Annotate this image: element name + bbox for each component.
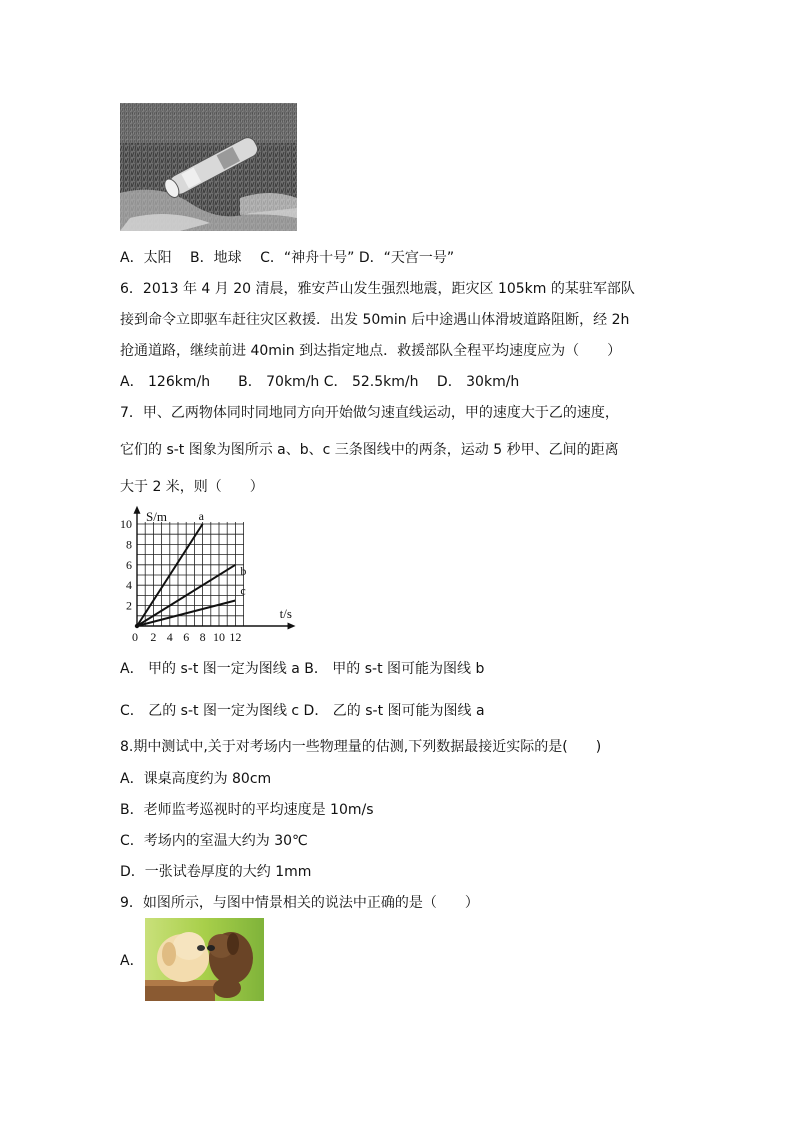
x-tick-label: 10 [213,630,225,644]
q7-options-row-1: A． 甲的 s-t 图一定为图线 a B． 甲的 s-t 图可能为图线 b [120,661,485,677]
st-chart [117,503,302,648]
series-label-a: a [198,509,204,523]
q6-stem-line-2: 接到命令立即驱车赶往灾区救援．出发 50min 后中途遇山体滑坡道路阻断，经 2h [120,312,630,328]
y-tick-label: 8 [126,537,132,552]
series-label-c: c [240,583,246,598]
q9-option-a-label: A． [120,953,144,969]
x-tick-label: 12 [229,630,242,644]
x-tick-label: 4 [166,630,173,644]
y-tick-label: 2 [126,598,132,613]
q7-stem-line-3: 大于 2 米，则（ ） [120,479,264,495]
q8-stem: 8.期中测试中,关于对考场内一些物理量的估测,下列数据最接近实际的是( ) [120,739,602,755]
q7-stem-line-1: 7．甲、乙两物体同时同地同方向开始做匀速直线运动，甲的速度大于乙的速度， [120,405,619,421]
q9-stem: 9．如图所示，与图中情景相关的说法中正确的是（ ） [120,895,479,911]
q6-stem-line-3: 抢通道路，继续前进 40min 到达指定地点．救援部队全程平均速度应为（ ） [120,343,622,359]
x-tick-label: 6 [183,630,190,644]
q7-options-row-2: C． 乙的 s-t 图一定为图线 c D． 乙的 s-t 图可能为图线 a [120,703,485,719]
q8-option-b: B．老师监考巡视时的平均速度是 10m/s [120,802,374,818]
x-tick-label: 0 [132,630,138,644]
q5-options: A．太阳 B．地球 C．“神舟十号” D．“天宫一号” [120,250,455,266]
x-tick-label: 2 [150,630,157,644]
chart-grid [137,522,247,626]
q5-satellite-photo [120,103,297,231]
q8-option-d: D．一张试卷厚度的大约 1mm [120,864,312,880]
y-axis-label: S/m [146,508,167,524]
q8-option-c: C．考场内的室温大约为 30℃ [120,833,308,849]
y-tick-label: 10 [120,517,132,531]
series-label-b: b [240,563,247,578]
x-axis-arrow [288,623,296,630]
q6-stem-line-1: 6．2013 年 4 月 20 清晨，雅安芦山发生强烈地震，距灾区 105km 的某驻军部队 [120,281,635,297]
x-tick-label: 8 [199,630,206,644]
y-axis-arrow [134,506,141,514]
q6-options: A． 126km/h B． 70km/h C． 52.5km/h D． 30km/h [120,374,520,390]
y-tick-label: 6 [126,557,132,572]
q8-option-a: A．课桌高度约为 80cm [120,771,272,787]
q7-stem-line-2: 它们的 s-t 图象为图所示 a、b、c 三条图线中的两条，运动 5 秒甲、乙间的距离 [120,442,619,458]
y-tick-label: 4 [126,578,132,593]
q9-puppies-photo [145,918,264,1001]
x-axis-label: t/s [279,606,292,621]
